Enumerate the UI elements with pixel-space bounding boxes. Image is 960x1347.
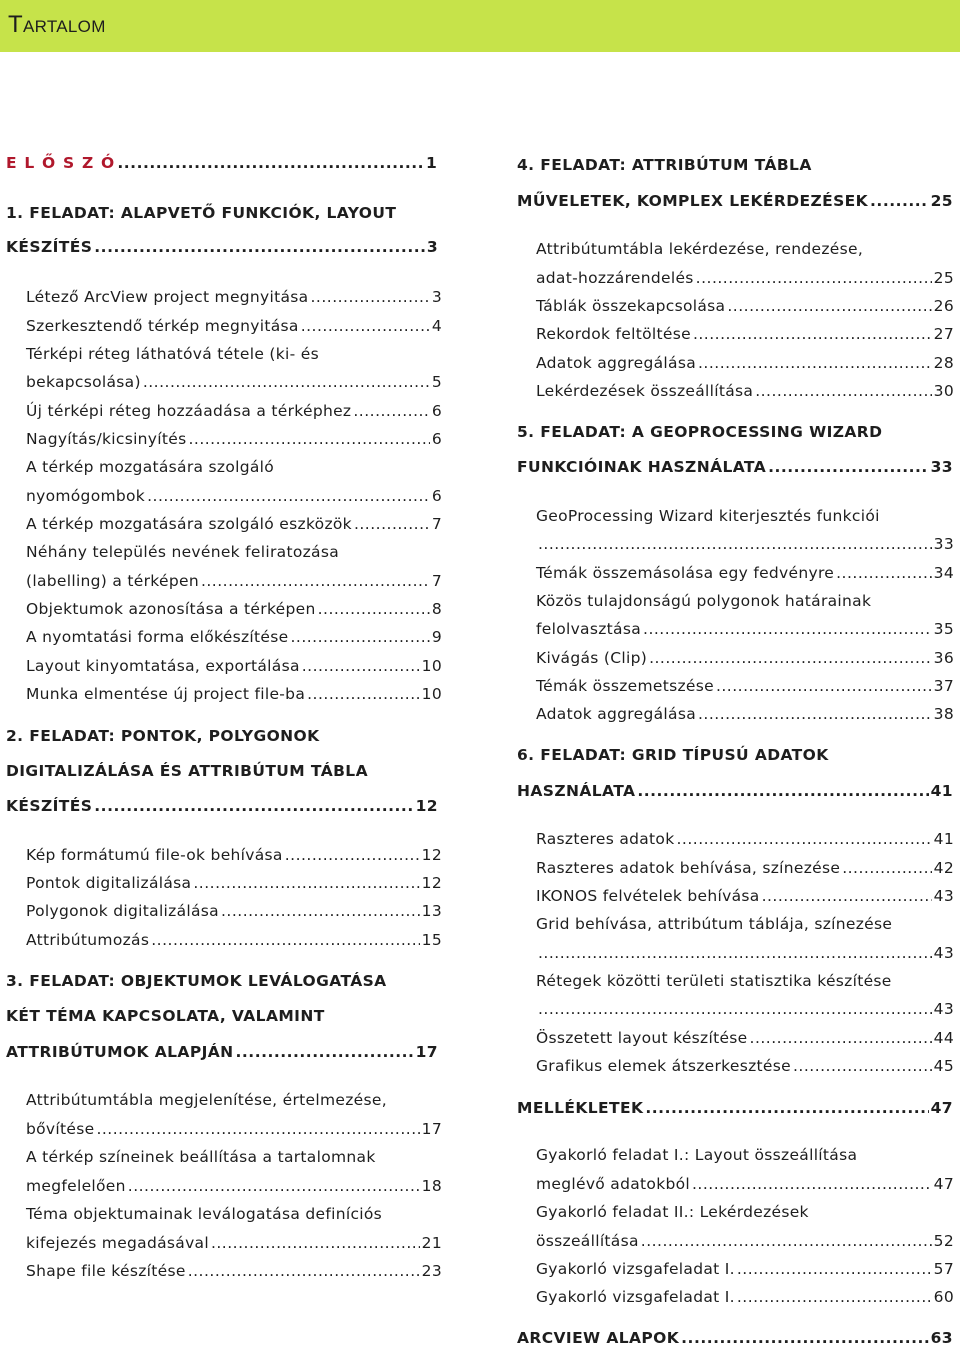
toc-chapter-2-line1[interactable]: 2. FELADAT: PONTOK, POLYGONOK xyxy=(6,727,320,745)
toc-page-number: 12 xyxy=(415,797,438,815)
toc-item[interactable] xyxy=(536,1260,954,1278)
toc-chapter-2-line2[interactable]: DIGITALIZÁLÁSA ÉS ATTRIBÚTUM TÁBLA xyxy=(6,762,368,780)
toc-page-number: 6 xyxy=(431,402,442,420)
toc-entry-label: Kivágás (Clip) xyxy=(536,649,648,667)
toc-entry-label: IKONOS felvételek behívása xyxy=(536,887,760,905)
toc-page-number: 35 xyxy=(933,620,954,638)
toc-entry-label: Lekérdezések összeállítása xyxy=(536,382,754,400)
toc-page-number: 8 xyxy=(431,600,442,618)
toc-page-number: 41 xyxy=(930,782,953,800)
toc-page-number: 34 xyxy=(933,564,954,582)
toc-chapter-4[interactable] xyxy=(517,192,953,210)
toc-entry-label: adat-hozzárendelés xyxy=(536,269,694,287)
toc-item[interactable] xyxy=(536,269,954,287)
toc-page-number: 15 xyxy=(421,931,442,949)
toc-item[interactable] xyxy=(26,1262,442,1280)
toc-chapter-2[interactable] xyxy=(6,797,438,815)
toc-page-number: 17 xyxy=(421,1120,442,1138)
toc-item[interactable] xyxy=(26,402,442,420)
toc-page-number: 9 xyxy=(431,628,442,646)
toc-entry-label: Nagyítás/kicsinyítés xyxy=(26,430,187,448)
toc-item[interactable] xyxy=(536,1057,954,1075)
toc-item[interactable] xyxy=(536,705,954,723)
toc-entry-label: Rekordok feltöltése xyxy=(536,325,691,343)
toc-item-line1[interactable]: Gyakorló feladat II.: Lekérdezések xyxy=(536,1203,809,1221)
toc-page-number: 23 xyxy=(421,1262,442,1280)
toc-item[interactable] xyxy=(26,1177,442,1195)
toc-entry-label: FUNKCIÓINAK HASZNÁLATA xyxy=(517,458,767,476)
toc-item[interactable] xyxy=(26,685,442,703)
toc-page-number: 43 xyxy=(933,887,954,905)
toc-page-number: 12 xyxy=(421,874,442,892)
toc-chapter-1[interactable] xyxy=(6,238,438,256)
toc-page-number: 5 xyxy=(431,373,442,391)
toc-item[interactable] xyxy=(536,325,954,343)
toc-item[interactable] xyxy=(26,430,442,448)
toc-entry-label: Raszteres adatok behívása, színezése xyxy=(536,859,841,877)
toc-page-number: 43 xyxy=(933,1000,954,1018)
toc-item[interactable] xyxy=(536,1029,954,1047)
toc-item[interactable] xyxy=(26,572,442,590)
toc-item[interactable] xyxy=(26,902,442,920)
toc-page-number: 10 xyxy=(421,685,442,703)
toc-item-line1[interactable]: Rétegek közötti területi statisztika készítése xyxy=(536,972,892,990)
toc-entry-label: Gyakorló vizsgafeladat I. xyxy=(536,1260,735,1278)
toc-entry-label: kifejezés megadásával xyxy=(26,1234,209,1252)
toc-entry-label: Objektumok azonosítása a térképen xyxy=(26,600,316,618)
toc-item-line1[interactable]: Téma objektumainak leválogatása definíciós xyxy=(26,1205,383,1223)
toc-entry-label: Adatok aggregálása xyxy=(536,354,696,372)
toc-item[interactable] xyxy=(536,944,954,962)
toc-item[interactable] xyxy=(536,354,954,372)
toc-item[interactable] xyxy=(26,931,442,949)
toc-entry-label: A nyomtatási forma előkészítése xyxy=(26,628,289,646)
toc-chapter-4-line1[interactable]: 4. FELADAT: ATTRIBÚTUM TÁBLA xyxy=(517,156,812,174)
toc-entry-label: Témák összemetszése xyxy=(536,677,714,695)
toc-item[interactable] xyxy=(26,846,442,864)
toc-entry-label: Témák összemásolása egy fedvényre xyxy=(536,564,835,582)
toc-page-number: 3 xyxy=(431,288,442,306)
toc-entry-label: Munka elmentése új project file-ba xyxy=(26,685,306,703)
toc-page-number: 7 xyxy=(431,515,442,533)
toc-page-number: 26 xyxy=(933,297,954,315)
toc-item-line1[interactable]: Attribútumtábla lekérdezése, rendezése, xyxy=(536,240,864,258)
toc-page-number: 17 xyxy=(415,1043,438,1061)
toc-page-number: 18 xyxy=(421,1177,442,1195)
toc-item[interactable] xyxy=(536,535,954,553)
toc-chapter-1-line1[interactable]: 1. FELADAT: ALAPVETŐ FUNKCIÓK, LAYOUT xyxy=(6,204,397,222)
toc-chapter-5[interactable] xyxy=(517,458,953,476)
toc-entry-label: Gyakorló vizsgafeladat I. xyxy=(536,1288,735,1306)
toc-entry-label: MŰVELETEK, KOMPLEX LEKÉRDEZÉSEK xyxy=(517,192,869,210)
toc-item[interactable] xyxy=(26,317,442,335)
toc-item[interactable] xyxy=(536,1000,954,1018)
toc-entry-eloszo[interactable] xyxy=(6,154,438,172)
toc-item[interactable] xyxy=(26,515,442,533)
toc-page-number: 47 xyxy=(933,1175,954,1193)
toc-chapter-mellekletek[interactable] xyxy=(517,1099,953,1117)
toc-entry-label: felolvasztása xyxy=(536,620,642,638)
toc-page-number: 43 xyxy=(933,944,954,962)
toc-page-number: 38 xyxy=(933,705,954,723)
toc-page-number: 37 xyxy=(933,677,954,695)
toc-chapter-6-line1[interactable]: 6. FELADAT: GRID TÍPUSÚ ADATOK xyxy=(517,746,829,764)
toc-page-number: 36 xyxy=(933,649,954,667)
toc-item[interactable] xyxy=(26,373,442,391)
toc-page-number: 47 xyxy=(930,1099,953,1117)
toc-chapter-3-line1[interactable]: 3. FELADAT: OBJEKTUMOK LEVÁLOGATÁSA xyxy=(6,972,387,990)
toc-item-line1[interactable]: Attribútumtábla megjelenítése, értelmezése, xyxy=(26,1091,387,1109)
toc-entry-label: Attribútumozás xyxy=(26,931,150,949)
toc-page-number: 57 xyxy=(933,1260,954,1278)
toc-entry-label: Szerkesztendő térkép megnyitása xyxy=(26,317,299,335)
toc-page-number: 25 xyxy=(933,269,954,287)
toc-entry-label: ARCVIEW ALAPOK xyxy=(517,1329,680,1347)
toc-item-line1[interactable]: A térkép színeinek beállítása a tartalomnak xyxy=(26,1148,376,1166)
toc-item[interactable] xyxy=(536,1175,954,1193)
toc-entry-label: MELLÉKLETEK xyxy=(517,1099,644,1117)
toc-item-line1[interactable]: Gyakorló feladat I.: Layout összeállítása xyxy=(536,1146,858,1164)
toc-page-number: 13 xyxy=(421,902,442,920)
toc-entry-label: KÉSZÍTÉS xyxy=(6,797,93,815)
toc-page-number: 63 xyxy=(930,1329,953,1347)
toc-page-number: 27 xyxy=(933,325,954,343)
toc-page-number: 42 xyxy=(933,859,954,877)
toc-entry-label: A térkép mozgatására szolgáló eszközök xyxy=(26,515,352,533)
toc-entry-label: Adatok aggregálása xyxy=(536,705,696,723)
toc-item-line1[interactable]: Grid behívása, attribútum táblája, színezése xyxy=(536,915,893,933)
toc-chapter-3-line2[interactable]: KÉT TÉMA KAPCSOLATA, VALAMINT xyxy=(6,1007,325,1025)
toc-entry-label: Új térképi réteg hozzáadása a térképhez xyxy=(26,402,352,420)
toc-page-number: 1 xyxy=(426,154,438,172)
toc-page-number: 30 xyxy=(933,382,954,400)
toc-entry-label: KÉSZÍTÉS xyxy=(6,238,93,256)
toc-entry-label: bővítése xyxy=(26,1120,95,1138)
toc-entry-label: Kép formátumú file-ok behívása xyxy=(26,846,283,864)
toc-chapter-arcview[interactable] xyxy=(517,1329,953,1347)
toc-item[interactable] xyxy=(536,649,954,667)
toc-chapter-6[interactable] xyxy=(517,782,953,800)
toc-page-number: 21 xyxy=(421,1234,442,1252)
toc-page-number: 41 xyxy=(933,830,954,848)
toc-item[interactable] xyxy=(536,859,954,877)
toc-page-number: 7 xyxy=(431,572,442,590)
toc-entry-label: ATTRIBÚTUMOK ALAPJÁN xyxy=(6,1043,234,1061)
toc-item-line1[interactable]: A térkép mozgatására szolgáló xyxy=(26,458,275,476)
toc-entry-label: Grafikus elemek átszerkesztése xyxy=(536,1057,791,1075)
toc-page-number: 10 xyxy=(421,657,442,675)
toc-item[interactable] xyxy=(26,600,442,618)
toc-page-number: 3 xyxy=(426,238,438,256)
toc-entry-label: Létező ArcView project megnyitása xyxy=(26,288,309,306)
toc-page-number: 25 xyxy=(930,192,953,210)
toc-chapter-5-line1[interactable]: 5. FELADAT: A GEOPROCESSING WIZARD xyxy=(517,423,883,441)
toc-item-line1[interactable]: Közös tulajdonságú polygonok határainak xyxy=(536,592,872,610)
toc-page-number: 4 xyxy=(431,317,442,335)
toc-entry-label: Pontok digitalizálása xyxy=(26,874,192,892)
toc-entry-label: meglévő adatokból xyxy=(536,1175,690,1193)
toc-page-number: 44 xyxy=(933,1029,954,1047)
toc-item[interactable] xyxy=(26,1120,442,1138)
toc-page-number: 60 xyxy=(933,1288,954,1306)
toc-page-number: 28 xyxy=(933,354,954,372)
toc-item[interactable] xyxy=(536,830,954,848)
toc-page-number: 6 xyxy=(431,430,442,448)
toc-item-line1[interactable]: Térképi réteg láthatóvá tétele (ki- és xyxy=(26,345,319,363)
toc-item[interactable] xyxy=(26,288,442,306)
toc-item[interactable] xyxy=(26,487,442,505)
toc-item[interactable] xyxy=(26,874,442,892)
toc-entry-label: Shape file készítése xyxy=(26,1262,186,1280)
toc-item-line1[interactable]: Néhány település nevének feliratozása xyxy=(26,543,340,561)
toc-entry-label: Összetett layout készítése xyxy=(536,1029,748,1047)
header-band xyxy=(0,0,960,52)
toc-entry-label: Táblák összekapcsolása xyxy=(536,297,726,315)
toc-page-number: 33 xyxy=(933,535,954,553)
toc-item[interactable] xyxy=(536,677,954,695)
toc-entry-label: megfelelően xyxy=(26,1177,126,1195)
toc-entry-label: nyomógombok xyxy=(26,487,146,505)
toc-page-number: 52 xyxy=(933,1232,954,1250)
toc-item[interactable] xyxy=(536,1288,954,1306)
toc-item[interactable] xyxy=(26,657,442,675)
toc-page-number: 33 xyxy=(930,458,953,476)
toc-item[interactable] xyxy=(536,382,954,400)
toc-item[interactable] xyxy=(536,620,954,638)
page-title: Tartalom xyxy=(8,11,106,38)
toc-item[interactable] xyxy=(536,564,954,582)
toc-entry-label: bekapcsolása) xyxy=(26,373,141,391)
toc-page-number: 12 xyxy=(421,846,442,864)
toc-entry-label: (labelling) a térképen xyxy=(26,572,199,590)
toc-item[interactable] xyxy=(536,887,954,905)
toc-page-number: 6 xyxy=(431,487,442,505)
toc-item[interactable] xyxy=(26,1234,442,1252)
toc-item[interactable] xyxy=(26,628,442,646)
toc-entry-label: összeállítása xyxy=(536,1232,639,1250)
toc-item[interactable] xyxy=(536,297,954,315)
toc-entry-label: HASZNÁLATA xyxy=(517,782,636,800)
toc-entry-label: Layout kinyomtatása, exportálása xyxy=(26,657,300,675)
toc-chapter-3[interactable] xyxy=(6,1043,438,1061)
toc-page-number: 45 xyxy=(933,1057,954,1075)
toc-item[interactable] xyxy=(536,1232,954,1250)
toc-item-line1[interactable]: GeoProcessing Wizard kiterjesztés funkciói xyxy=(536,507,880,525)
toc-entry-label: E L Ő S Z Ó xyxy=(6,154,116,172)
toc-entry-label: Polygonok digitalizálása xyxy=(26,902,219,920)
toc-entry-label: Raszteres adatok xyxy=(536,830,675,848)
